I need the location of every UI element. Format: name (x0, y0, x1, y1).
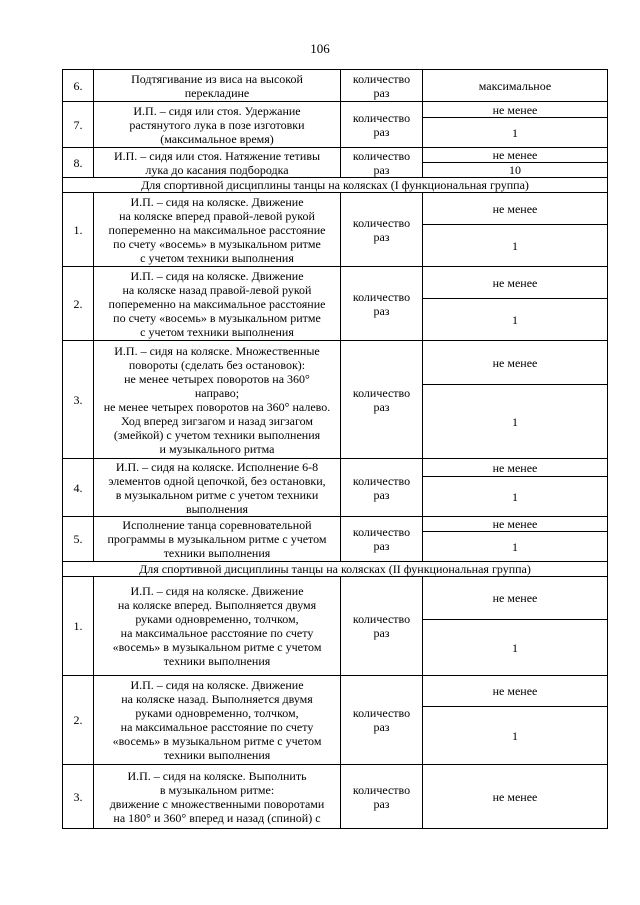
norm-label: не менее (423, 577, 608, 620)
section-header-row (63, 178, 608, 193)
norm-value: 1 (423, 707, 608, 765)
norm-value: 10 (423, 163, 608, 178)
norm-value: максимальное (423, 70, 608, 102)
norm-value: 1 (423, 299, 608, 341)
exercise-description: И.П. – сидя на коляске. Выполнить в музыкальном ритме: движение с множественными поворотами на 180° и 360° вперед и назад (спиной) с (94, 765, 341, 829)
row-number: 7. (63, 102, 94, 148)
norm-label: не менее (423, 267, 608, 299)
norms-table (62, 69, 608, 829)
exercise-description: И.П. – сидя на коляске. Движение на коляске назад правой-левой рукой попеременно на максимальное расстояние по счету «восемь» в музыкальном ритме с учетом техники выполнения (94, 267, 341, 341)
row-number: 3. (63, 765, 94, 829)
exercise-description: И.П. – сидя на коляске. Исполнение 6-8 элементов одной цепочкой, без остановки, в музыкальном ритме с учетом техники выполнения (94, 459, 341, 517)
norm-label: не менее (423, 102, 608, 118)
table-row (63, 102, 608, 118)
unit-cell: количество раз (341, 577, 423, 676)
unit-cell: количество раз (341, 148, 423, 178)
table-row (63, 577, 608, 620)
section-title: Для спортивной дисциплины танцы на колясках (II функциональная группа) (63, 562, 608, 577)
section-header-row (63, 562, 608, 577)
exercise-description: Подтягивание из виса на высокой перекладине (94, 70, 341, 102)
exercise-description: И.П. – сидя на коляске. Движение на коляске вперед. Выполняется двумя руками одновременно, толчком, на максимальное расстояние по счету «восемь» в музыкальном ритме с учетом техники выполнения (94, 577, 341, 676)
unit-cell: количество раз (341, 676, 423, 765)
row-number: 1. (63, 193, 94, 267)
exercise-description: И.П. – сидя на коляске. Движение на коляске назад. Выполняется двумя руками одновременно, толчком, на максимальное расстояние по счету «восемь» в музыкальном ритме с учетом техники выполнения (94, 676, 341, 765)
norm-value: 1 (423, 532, 608, 562)
norm-label: не менее (423, 517, 608, 532)
page-number: 106 (310, 41, 330, 56)
section-title: Для спортивной дисциплины танцы на колясках (I функциональная группа) (63, 178, 608, 193)
table-row (63, 70, 608, 102)
unit-cell: количество раз (341, 193, 423, 267)
row-number: 3. (63, 341, 94, 459)
table-row (63, 148, 608, 163)
exercise-description: И.П. – сидя или стоя. Натяжение тетивы лука до касания подбородка (94, 148, 341, 178)
norm-value: 1 (423, 477, 608, 517)
table-row (63, 765, 608, 829)
exercise-description: И.П. – сидя или стоя. Удержание растянутого лука в позе изготовки (максимальное время) (94, 102, 341, 148)
exercise-description: Исполнение танца соревновательной программы в музыкальном ритме с учетом техники выполнения (94, 517, 341, 562)
row-number: 2. (63, 267, 94, 341)
exercise-description: И.П. – сидя на коляске. Движение на коляске вперед правой-левой рукой попеременно на максимальное расстояние по счету «восемь» в музыкальном ритме с учетом техники выполнения (94, 193, 341, 267)
norm-label: не менее (423, 676, 608, 707)
norm-value: 1 (423, 620, 608, 676)
norm-value: 1 (423, 385, 608, 459)
table-row (63, 267, 608, 299)
norm-label: не менее (423, 341, 608, 385)
unit-cell: количество раз (341, 459, 423, 517)
unit-cell: количество раз (341, 765, 423, 829)
row-number: 8. (63, 148, 94, 178)
table-row (63, 676, 608, 707)
norm-label: не менее (423, 148, 608, 163)
row-number: 4. (63, 459, 94, 517)
row-number: 5. (63, 517, 94, 562)
table-row (63, 517, 608, 532)
table-row (63, 193, 608, 225)
unit-cell: количество раз (341, 267, 423, 341)
unit-cell: количество раз (341, 70, 423, 102)
row-number: 2. (63, 676, 94, 765)
norm-label: не менее (423, 765, 608, 829)
row-number: 1. (63, 577, 94, 676)
exercise-description: И.П. – сидя на коляске. Множественные повороты (сделать без остановок): не менее четырех поворотов на 360° направо; не менее четырех поворотов на 360° налево. Ход вперед зигзагом и назад зигзагом (змейкой) с учетом техники выполнения и музыкального ритма (94, 341, 341, 459)
norm-value: 1 (423, 118, 608, 148)
unit-cell: количество раз (341, 341, 423, 459)
unit-cell: количество раз (341, 102, 423, 148)
norm-value: 1 (423, 225, 608, 267)
norm-label: не менее (423, 193, 608, 225)
table-row (63, 459, 608, 477)
unit-cell: количество раз (341, 517, 423, 562)
table-row (63, 341, 608, 385)
norm-label: не менее (423, 459, 608, 477)
row-number: 6. (63, 70, 94, 102)
